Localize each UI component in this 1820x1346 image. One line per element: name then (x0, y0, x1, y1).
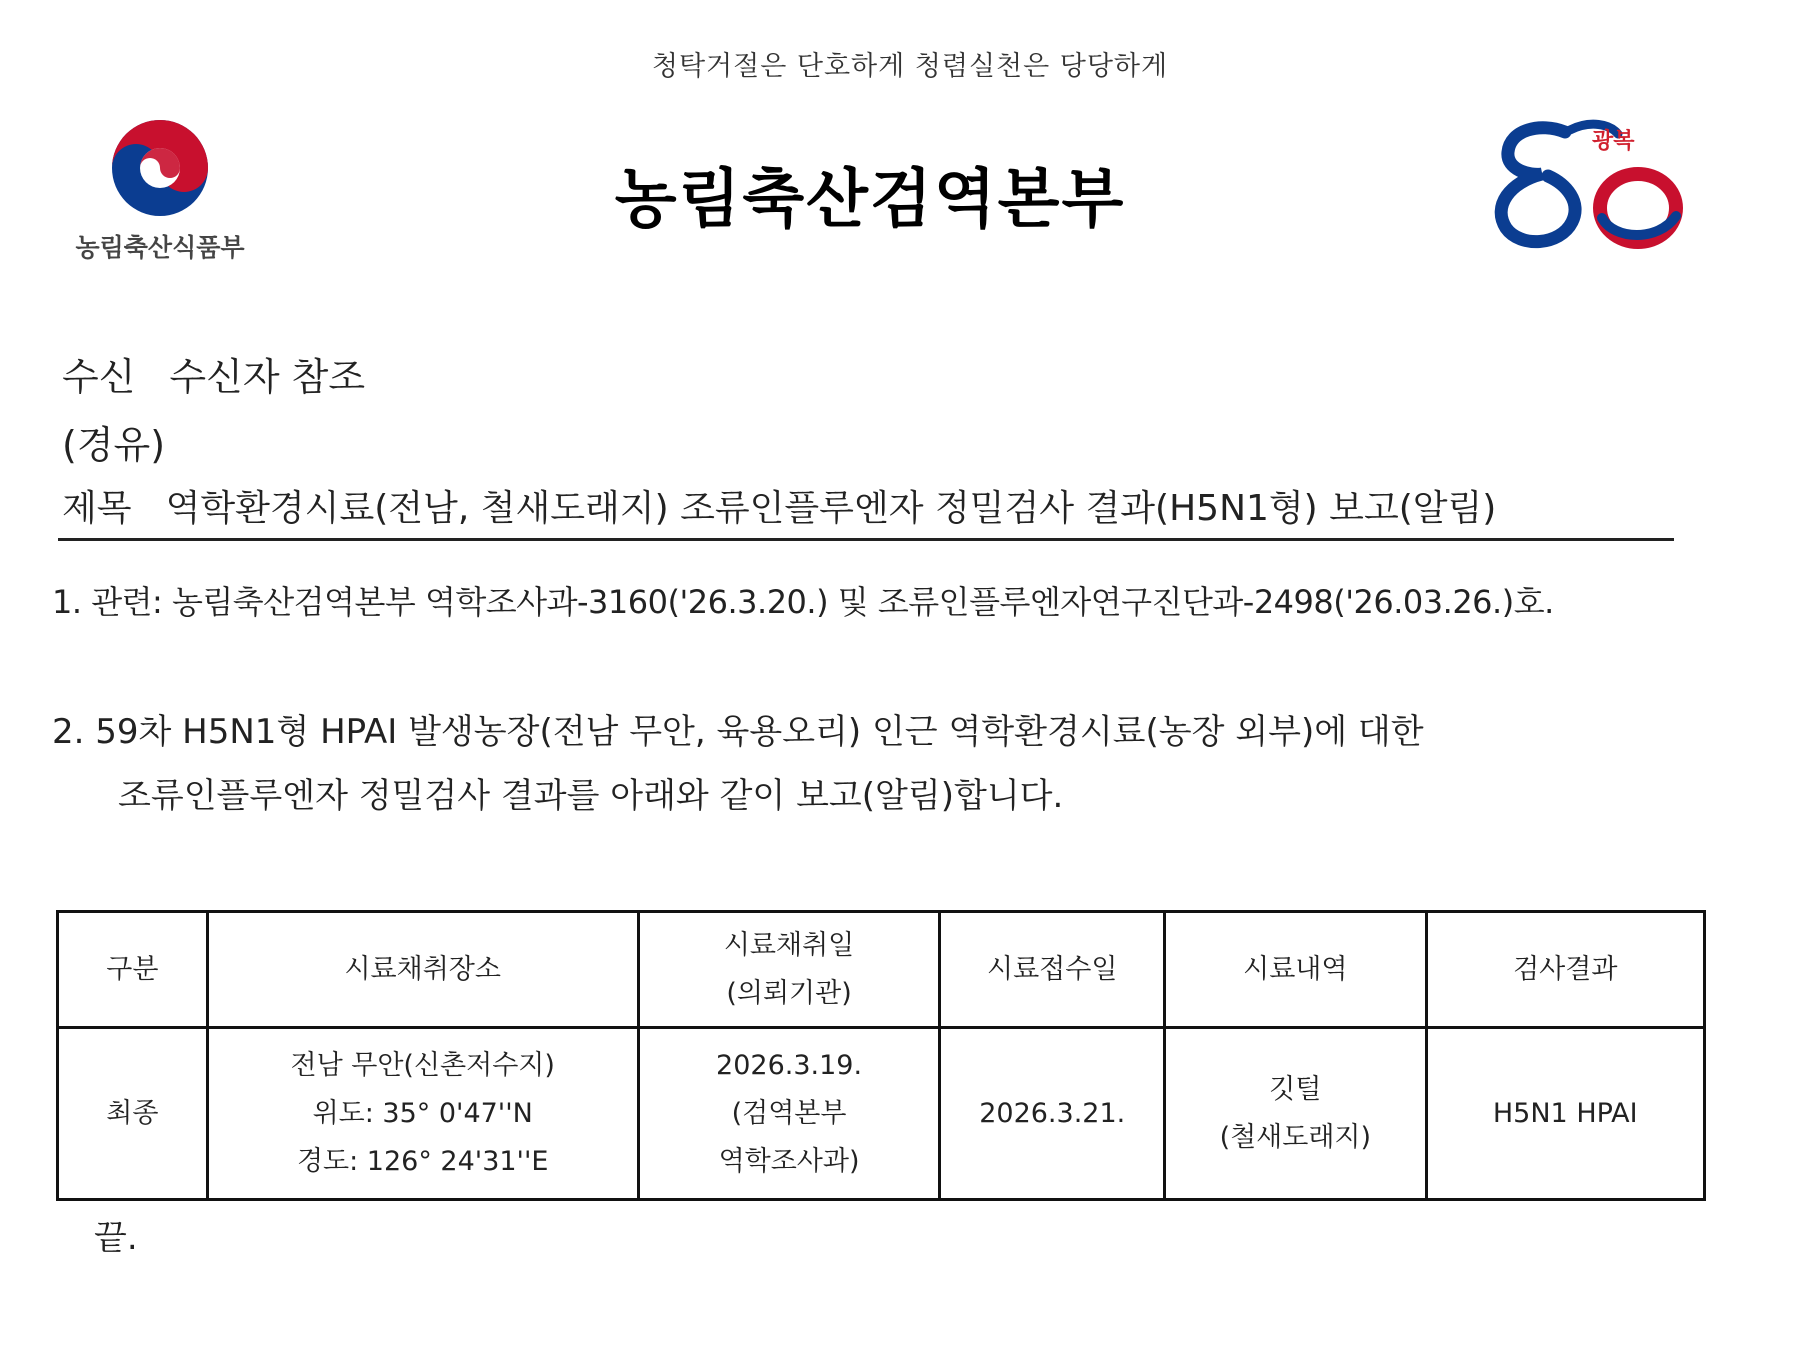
header-category: 구분 (58, 912, 208, 1028)
header-location: 시료채취장소 (207, 912, 638, 1028)
body-item-2-line-1: 2. 59차 H5N1형 HPAI 발생농장(전남 무안, 육용오리) 인근 역학환경시료(농장 외부)에 대한 (52, 712, 1424, 752)
table-row (58, 1028, 1705, 1200)
subject-label: 제목 (62, 488, 132, 529)
header-sampling-date-line-1: 시료채취일 (723, 929, 855, 961)
cell-sample (1165, 1028, 1426, 1200)
header-result: 검사결과 (1426, 912, 1705, 1028)
header-divider (58, 538, 1674, 541)
header-receipt-date: 시료접수일 (940, 912, 1165, 1028)
recipient-value: 수신자 참조 (169, 355, 366, 399)
recipient-line (62, 346, 365, 401)
cell-result: H5N1 HPAI (1426, 1028, 1705, 1200)
end-mark: 끝. (94, 1218, 138, 1258)
via-line: (경유) (62, 423, 166, 467)
recipient-label: 수신 (62, 355, 136, 399)
subject-line (62, 480, 1496, 531)
liberation-logo-text: 광복 (1592, 129, 1635, 154)
cell-location-line-1: 전남 무안(신촌저수지) (290, 1049, 555, 1081)
header-sample: 시료내역 (1165, 912, 1426, 1028)
cell-sampling-line-2: (검역본부 (731, 1097, 847, 1129)
cell-location (207, 1028, 638, 1200)
ministry-logo-text: 농림축산식품부 (75, 233, 245, 262)
liberation-80th-logo (1470, 110, 1690, 260)
cell-sampling-line-3: 역학조사과) (718, 1145, 860, 1177)
body-item-1: 1. 관련: 농림축산검역본부 역학조사과-3160('26.3.20.) 및 조류인플루엔자연구진단과-2498('26.03.26.)호. (52, 583, 1554, 621)
table-header-row (58, 912, 1705, 1028)
page-title: 농림축산검역본부 (614, 163, 1126, 237)
cell-category: 최종 (58, 1028, 208, 1200)
slogan: 청탁거절은 단호하게 청렴실천은 당당하게 (651, 51, 1169, 82)
cell-sample-line-1: 깃털 (1269, 1073, 1322, 1105)
cell-sample-line-2: (철새도래지) (1219, 1121, 1372, 1153)
cell-sampling-date (638, 1028, 940, 1200)
result-table (56, 910, 1706, 1201)
header-sampling-date-line-2: (의뢰기관) (726, 977, 852, 1009)
cell-sampling-line-1: 2026.3.19. (716, 1049, 863, 1081)
subject-value: 역학환경시료(전남, 철새도래지) 조류인플루엔자 정밀검사 결과(H5N1형) 보고(알림) (165, 488, 1497, 529)
cell-location-line-2: 위도: 35° 0'47''N (312, 1097, 533, 1129)
header-sampling-date (638, 912, 940, 1028)
cell-location-line-3: 경도: 126° 24'31''E (296, 1145, 549, 1177)
body-item-2-line-2: 조류인플루엔자 정밀검사 결과를 아래와 같이 보고(알림)합니다. (118, 776, 1064, 816)
cell-receipt-date: 2026.3.21. (940, 1028, 1165, 1200)
